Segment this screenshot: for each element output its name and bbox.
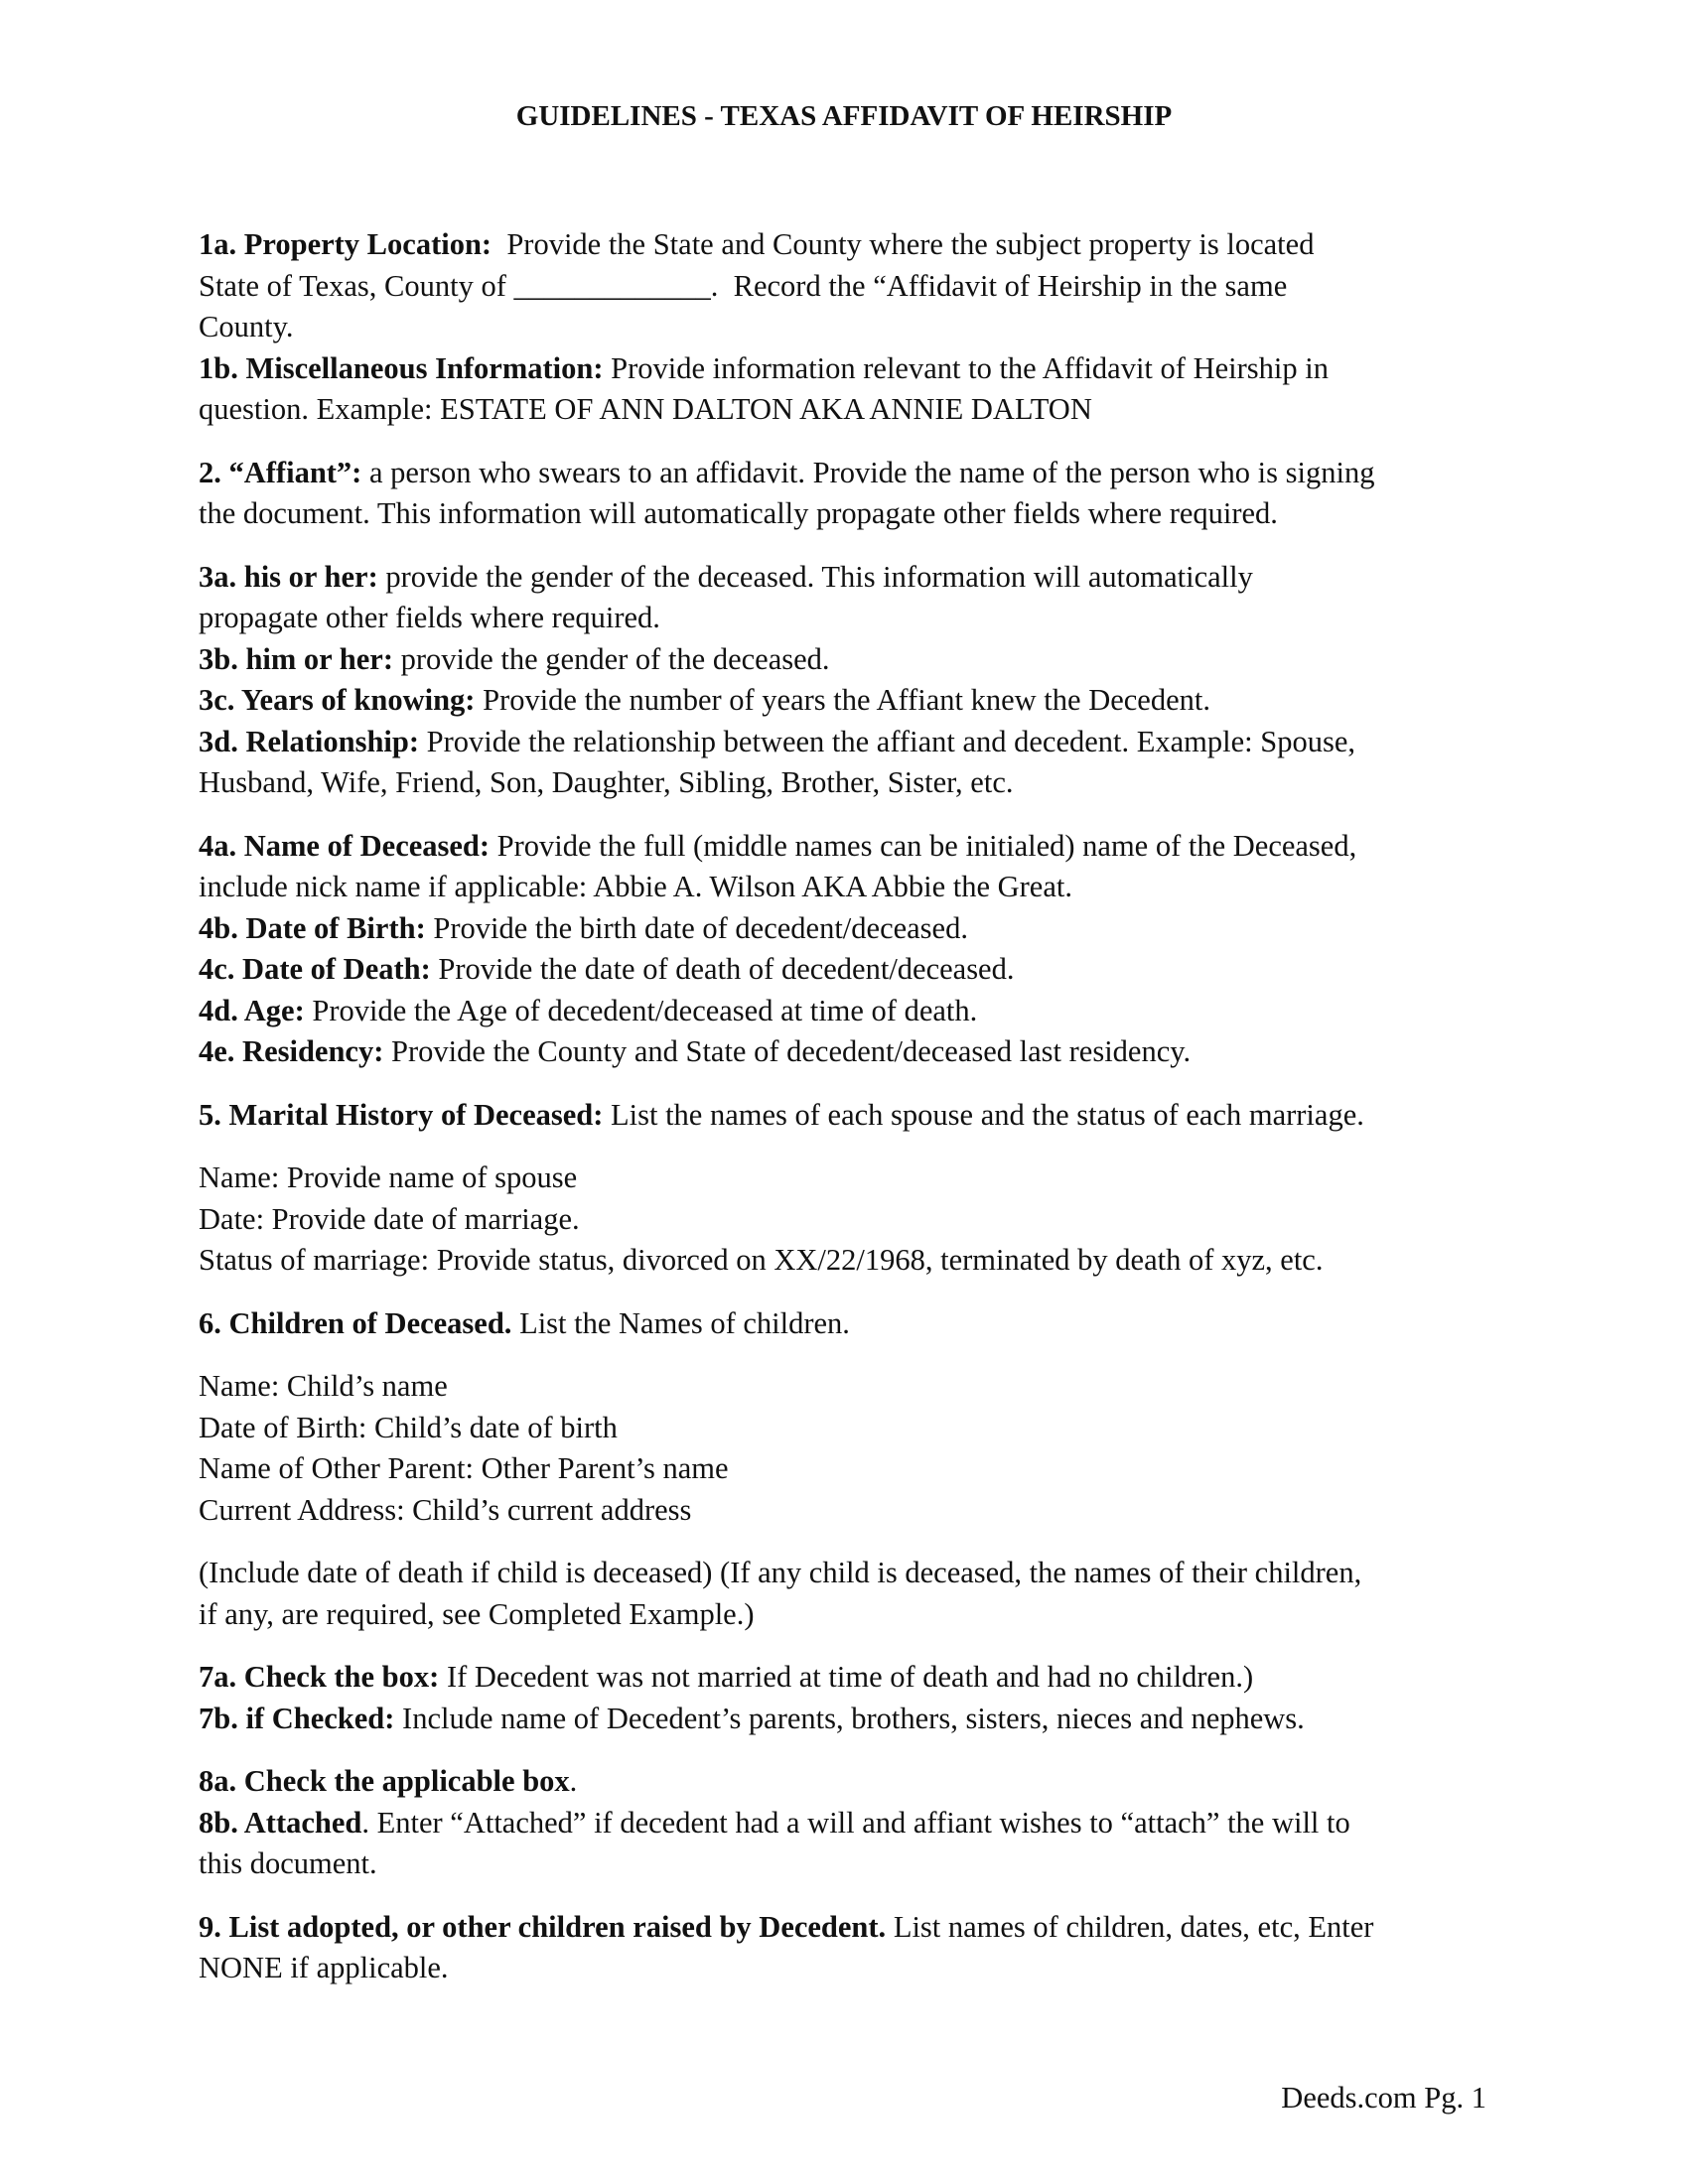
guideline-section [199,1366,1489,1531]
item-text: Date of Birth: Child’s date of birth [199,1410,618,1444]
guideline-line [199,307,1489,348]
guideline-section [199,1761,1489,1885]
item-text: Name: Child’s name [199,1369,448,1403]
guideline-line [199,1199,1489,1241]
item-text: Name: Provide name of spouse [199,1160,578,1194]
guideline-line [199,1594,1489,1636]
guideline-line [199,389,1489,431]
item-text: List names of children, dates, etc, Enter [886,1909,1374,1944]
item-label: 2. “Affiant”: [199,455,362,489]
item-label: 4c. Date of Death: [199,952,431,986]
item-text: NONE if applicable. [199,1951,449,1984]
guideline-line [199,639,1489,681]
item-text: Name of Other Parent: Other Parent’s name [199,1451,729,1485]
item-text: Provide the date of death of decedent/deceased. [430,952,1015,986]
guideline-line [199,1366,1489,1408]
item-label: 1b. Miscellaneous Information: [199,350,604,385]
item-label: 4e. Residency: [199,1034,384,1068]
guideline-line [199,1303,1489,1345]
item-label: 8b. Attached [199,1805,362,1840]
guideline-section [199,1907,1489,1989]
guideline-line [199,1240,1489,1282]
item-text: Date: Provide date of marriage. [199,1201,580,1236]
item-text: . Enter “Attached” if decedent had a will and affiant wishes to “attach” the will to [361,1805,1350,1840]
guideline-line [199,1699,1489,1740]
item-text: Provide the full (middle names can be initialed) name of the Deceased, [490,828,1357,863]
guideline-line [199,1761,1489,1803]
item-text: Current Address: Child’s current address [199,1492,692,1527]
guideline-line [199,1803,1489,1844]
guideline-section [199,826,1489,1073]
guideline-line [199,1657,1489,1699]
guideline-line [199,1843,1489,1885]
guideline-line [199,1448,1489,1490]
guideline-line [199,762,1489,804]
item-label: 7b. if Checked: [199,1701,395,1735]
guideline-line [199,1158,1489,1199]
page-footer: Deeds.com Pg. 1 [1281,2081,1486,2115]
item-text: this document. [199,1846,377,1880]
guideline-section [199,557,1489,804]
guideline-line [199,598,1489,639]
item-text: include nick name if applicable: Abbie A. Wilson AKA Abbie the Great. [199,870,1072,903]
item-label: 3c. Years of knowing: [199,683,476,717]
item-text: if any, are required, see Completed Example.) [199,1596,755,1631]
guideline-line [199,908,1489,950]
guideline-line [199,557,1489,599]
item-label: 8a. Check the applicable box [199,1764,570,1798]
item-label: 9. List adopted, or other children raised by Decedent. [199,1909,887,1944]
item-text: provide the gender of the deceased. [393,641,830,676]
item-text: Include name of Decedent’s parents, brothers, sisters, nieces and nephews. [394,1701,1305,1735]
item-text: Provide the number of years the Affiant knew the Decedent. [475,683,1210,717]
item-label: 7a. Check the box: [199,1660,440,1694]
guideline-line [199,348,1489,390]
guideline-line [199,1031,1489,1073]
guideline-line [199,1095,1489,1137]
guideline-line [199,680,1489,722]
guideline-line [199,1948,1489,1989]
item-text: Provide the relationship between the affiant and decedent. Example: Spouse, [419,724,1355,758]
item-text: a person who swears to an affidavit. Provide the name of the person who is signing [361,455,1375,489]
guideline-line [199,949,1489,991]
item-text: propagate other fields where required. [199,601,660,634]
item-text: question. Example: ESTATE OF ANN DALTON AKA ANNIE DALTON [199,392,1092,426]
item-text: Husband, Wife, Friend, Son, Daughter, Sibling, Brother, Sister, etc. [199,765,1014,799]
item-label: 5. Marital History of Deceased: [199,1097,604,1132]
item-text: If Decedent was not married at time of death and had no children.) [439,1660,1254,1694]
item-label: 3d. Relationship: [199,724,420,758]
item-text: Provide the State and County where the subject property is located [492,227,1315,261]
guideline-line [199,1408,1489,1449]
item-label: 4b. Date of Birth: [199,910,426,945]
guideline-line [199,1907,1489,1949]
item-text: provide the gender of the deceased. This information will automatically [377,559,1253,594]
guideline-line [199,453,1489,494]
guideline-section [199,224,1489,431]
item-text: Provide the County and State of decedent/deceased last residency. [383,1034,1192,1068]
item-text: County. [199,310,294,343]
guidelines-body [199,224,1489,2011]
item-label: 3b. him or her: [199,641,393,676]
item-text: Provide the birth date of decedent/deceased. [425,910,968,945]
guideline-line [199,722,1489,763]
item-label: 1a. Property Location: [199,227,492,261]
guideline-line [199,867,1489,908]
item-label: 4a. Name of Deceased: [199,828,491,863]
guideline-line [199,493,1489,535]
guideline-line [199,826,1489,868]
guideline-section [199,1303,1489,1345]
item-text: Provide the Age of decedent/deceased at time of death. [304,993,978,1027]
guideline-line [199,1490,1489,1532]
item-label: 4d. Age: [199,993,305,1027]
page-title: GUIDELINES - TEXAS AFFIDAVIT OF HEIRSHIP [515,100,1173,132]
item-text: the document. This information will automatically propagate other fields where required. [199,496,1278,530]
guideline-section [199,1095,1489,1137]
item-text: (Include date of death if child is deceased) (If any child is deceased, the names of their children, [199,1556,1362,1589]
guideline-section [199,453,1489,535]
item-label: 3a. his or her: [199,559,378,594]
item-text: State of Texas, County of _____________. Record the “Affidavit of Heirship in the same [199,268,1288,303]
guideline-section [199,1657,1489,1739]
item-text: List the Names of children. [511,1305,850,1340]
item-text: Status of marriage: Provide status, divorced on XX/22/1968, terminated by death of xyz, etc. [199,1243,1324,1277]
guideline-section [199,1553,1489,1635]
item-text: . [569,1764,578,1798]
guideline-line [199,991,1489,1032]
guideline-line [199,224,1489,266]
guideline-line [199,266,1489,308]
item-text: Provide information relevant to the Affidavit of Heirship in [603,350,1329,385]
guideline-section [199,1158,1489,1282]
guideline-line [199,1553,1489,1594]
item-text: List the names of each spouse and the status of each marriage. [603,1097,1364,1132]
item-label: 6. Children of Deceased. [199,1305,512,1340]
